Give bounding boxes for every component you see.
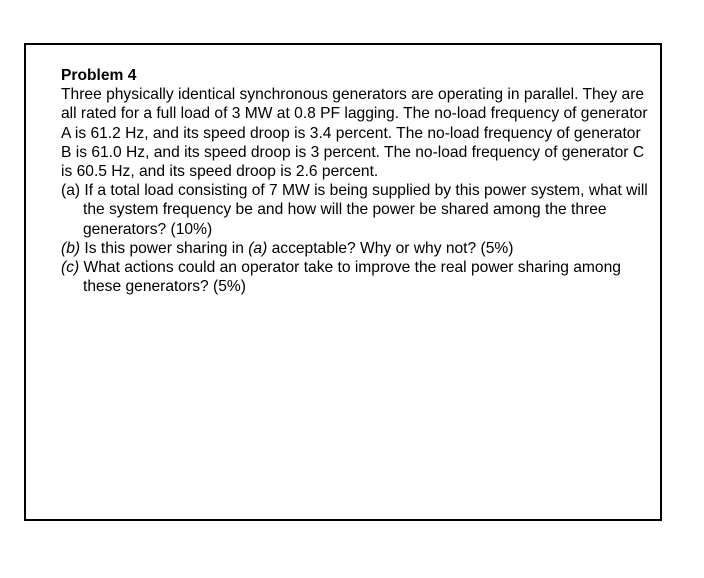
problem-intro: Three physically identical synchronous generators are operating in parallel. They are all rated for a full load of 3 MW at 0.8 PF lagging. The no-load frequency of generator A is 61.2 Hz, and its speed droop is 3.4 percent. The no-load frequency of generator B is 61.0 Hz, and its speed droop is 3 percent. The no-load frequency of generator C is 60.5 Hz, and its speed droop is 2.6 percent. (61, 86, 648, 181)
part-b-text-before: Is this power sharing in (80, 239, 249, 257)
problem-content (61, 66, 651, 296)
part-b-label: (b) (61, 239, 81, 257)
part-c-label: (c) (61, 259, 80, 277)
part-a-text: If a total load consisting of 7 MW is being supplied by this power system, what will the system frequency be and how will the power be shared among the three generators? (10%) (80, 182, 648, 238)
part-c (61, 258, 651, 296)
problem-title: Problem 4 (61, 67, 137, 84)
part-b-ref: (a) (248, 239, 268, 257)
part-a (61, 181, 651, 239)
part-b (61, 239, 651, 258)
part-b-text-after: acceptable? Why or why not? (5%) (267, 239, 514, 257)
part-c-text: What actions could an operator take to improve the real power sharing among these generators? (5%) (79, 259, 621, 296)
part-a-label: (a) (61, 182, 81, 200)
